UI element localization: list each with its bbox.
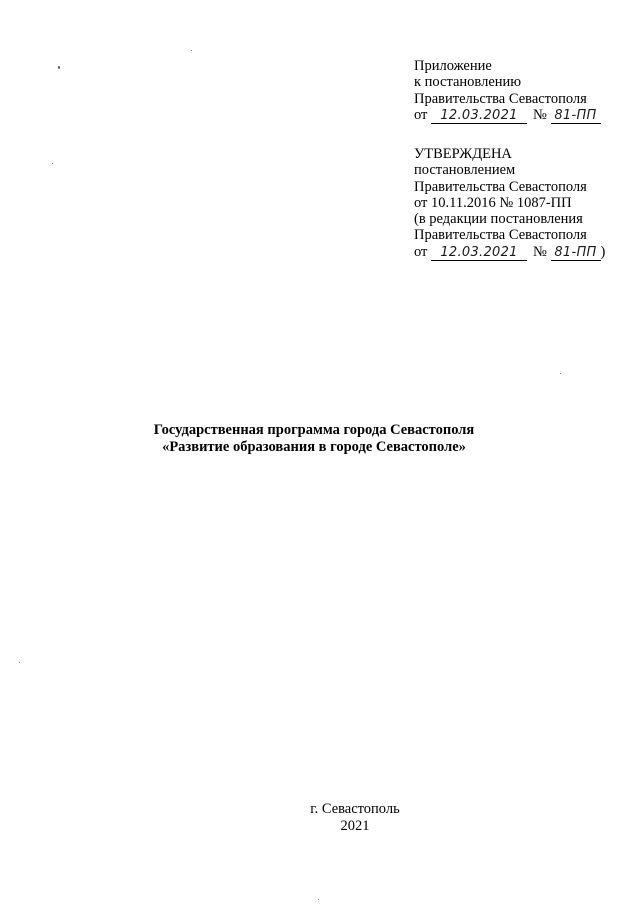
approval-line-4: от 10.11.2016 № 1087-ПП — [414, 194, 572, 211]
appendix-handwritten-date: 12.03.2021 — [431, 108, 527, 124]
program-title — [0, 422, 628, 456]
approval-line-5: (в редакции постановления — [414, 211, 583, 228]
approval-line-3: Правительства Севастополя — [414, 178, 587, 195]
scan-speck — [560, 373, 561, 374]
approval-line-2: постановлением — [414, 162, 516, 179]
appendix-line-2: к постановлению — [414, 74, 522, 91]
appendix-handwritten-number: 81-ПП — [551, 108, 601, 124]
approval-closing-paren: ) — [600, 243, 606, 260]
approval-handwritten-number: 81-ПП — [551, 245, 601, 261]
approval-title: УТВЕРЖДЕНА — [414, 146, 512, 162]
city-name: г. Севастополь — [310, 801, 400, 817]
appendix-date-line — [414, 107, 601, 124]
approval-block — [414, 146, 605, 261]
appendix-title: Приложение — [414, 58, 492, 74]
program-title-line-2: «Развитие образования в городе Севастополе» — [162, 439, 466, 455]
place-and-year — [0, 801, 628, 835]
scan-speck — [58, 66, 60, 69]
appendix-line-3: Правительства Севастополя — [414, 90, 587, 107]
approval-line-6: Правительства Севастополя — [414, 227, 587, 244]
approval-handwritten-date: 12.03.2021 — [431, 245, 527, 261]
appendix-number-prefix: № — [533, 106, 547, 123]
scan-speck — [318, 899, 319, 900]
approval-date-line — [414, 244, 605, 261]
scan-speck — [52, 163, 53, 164]
appendix-date-prefix: от — [414, 106, 428, 123]
scan-speck — [191, 50, 192, 51]
approval-number-prefix: № — [533, 243, 547, 260]
approval-date-prefix: от — [414, 243, 428, 260]
appendix-header — [414, 58, 601, 124]
document-year: 2021 — [340, 818, 370, 834]
scan-speck — [19, 662, 20, 663]
program-title-line-1: Государственная программа города Севастополя — [153, 422, 475, 438]
